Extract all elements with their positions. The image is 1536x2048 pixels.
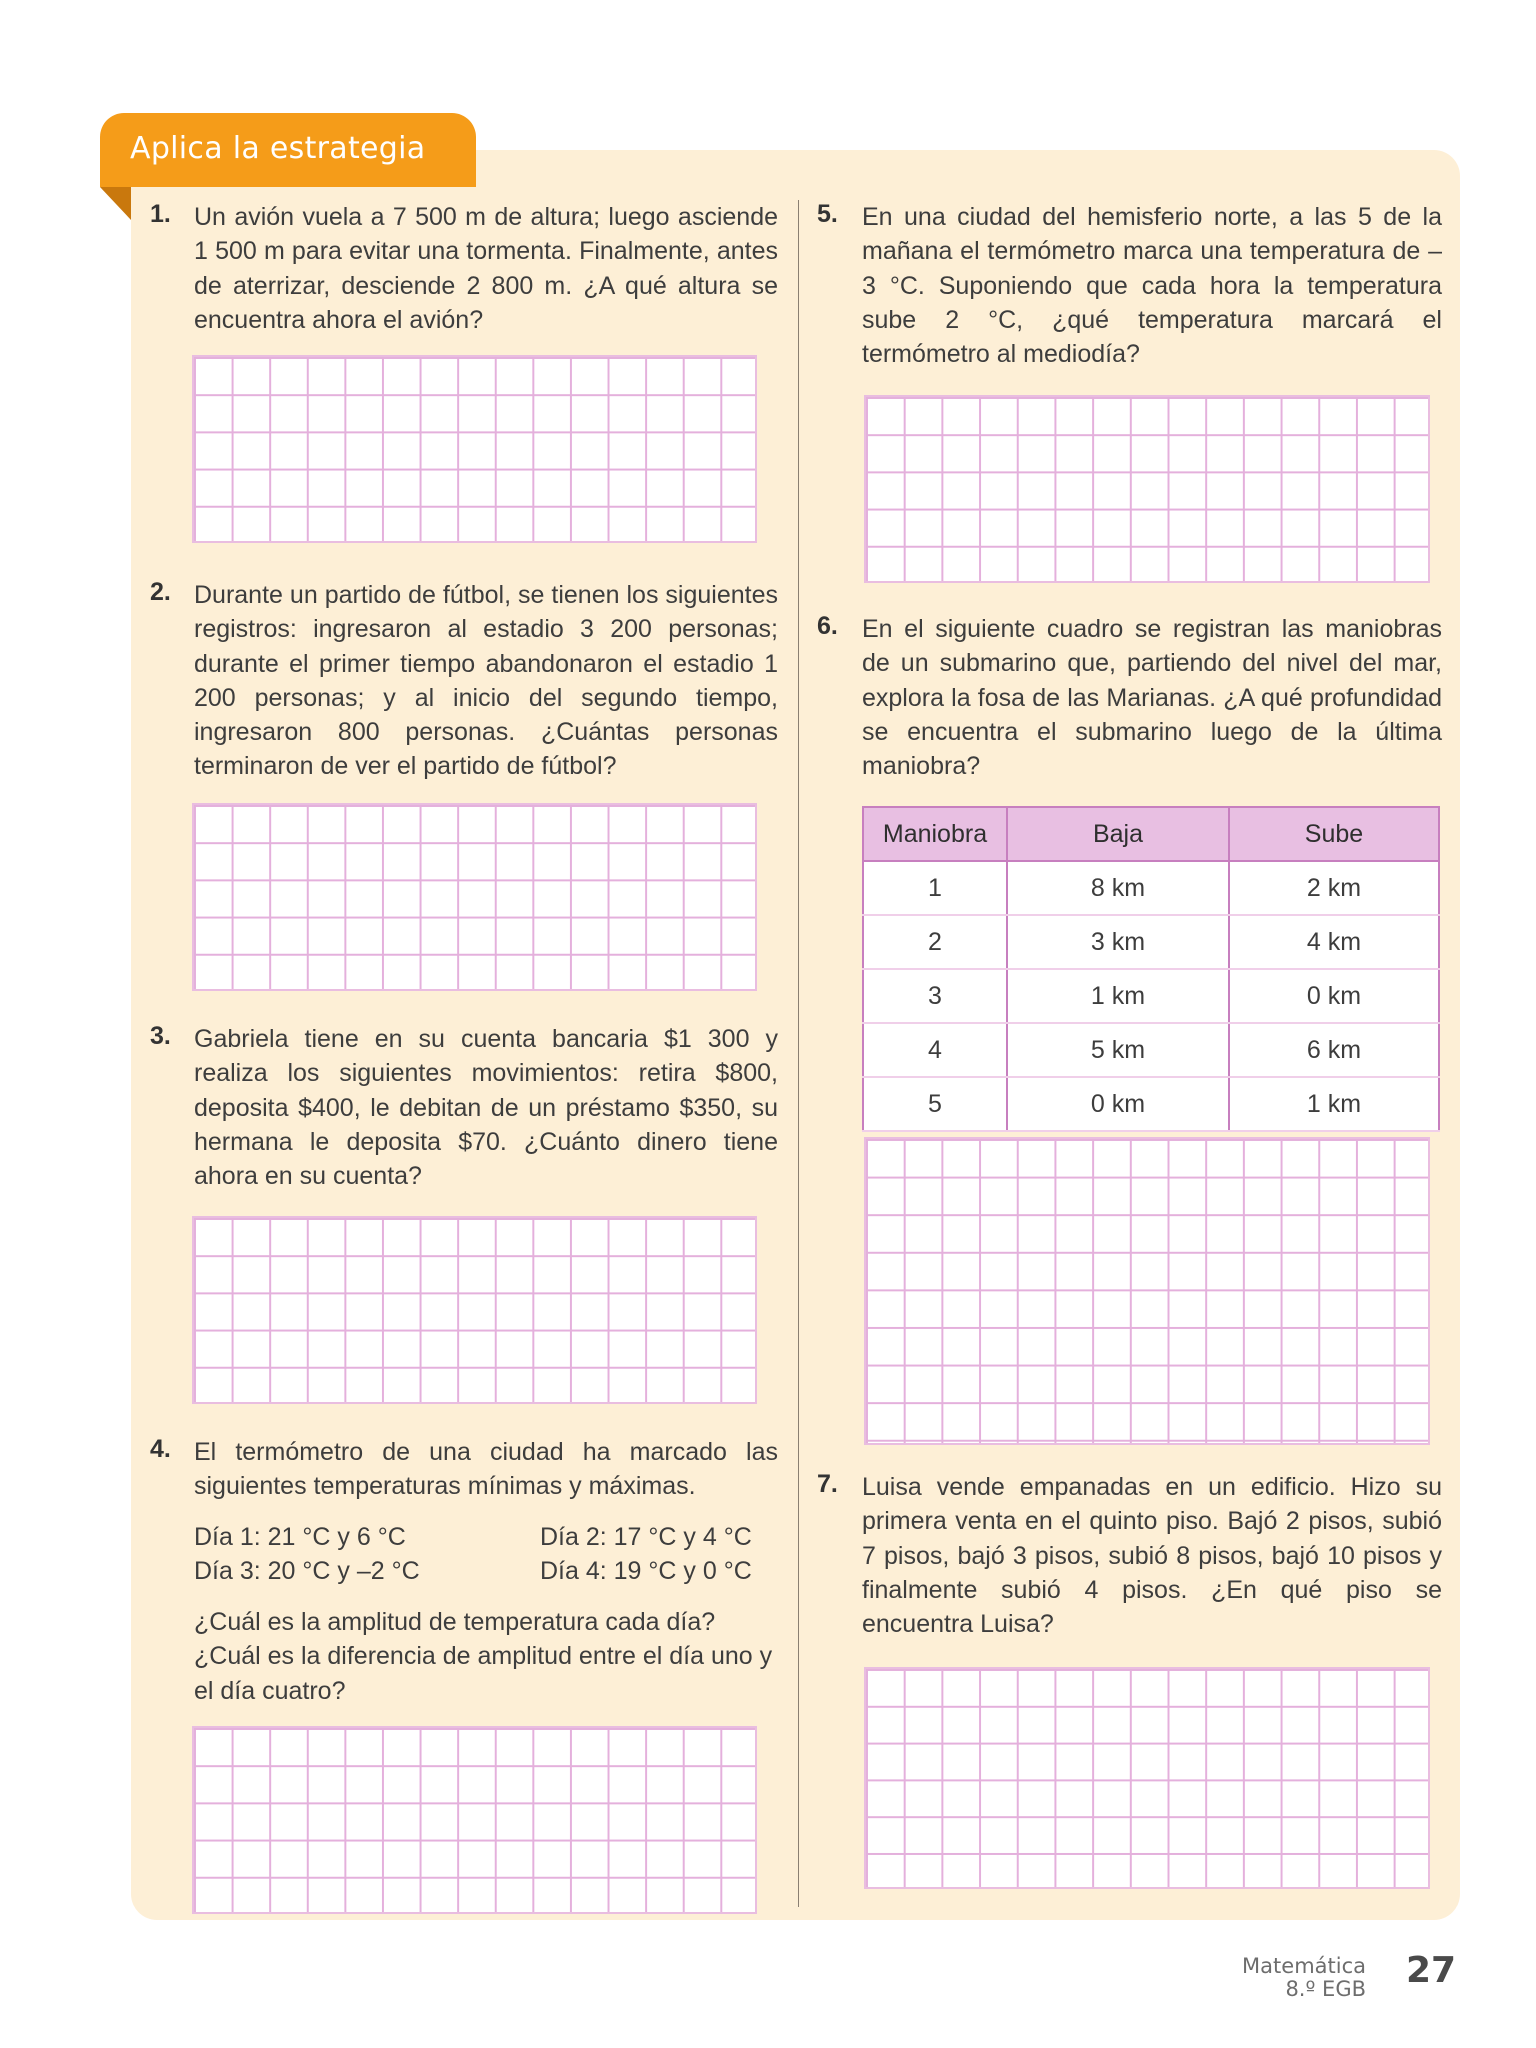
table-cell: 2 [863,915,1007,969]
table-cell: 0 km [1007,1077,1229,1131]
table-header-sube: Sube [1229,807,1439,861]
question-text: Durante un partido de fútbol, se tienen los siguientes registros: ingresaron al estadio 3 200 personas; durante el primer tiempo abandonaron el estadio 1 200 personas; y al inicio del segundo tiempo, ingresaron 800 personas. ¿Cuántas personas terminaron de ver el partido de fútbol? [194,581,778,781]
answer-grid[interactable] [192,1726,757,1914]
answer-grid[interactable] [864,1137,1430,1445]
table-header-row [863,807,1439,861]
table-cell: 2 km [1229,861,1439,915]
page-number: 27 [1406,1950,1457,1991]
question-number: 3. [150,1022,171,1050]
question-followup: ¿Cuál es la amplitud de temperatura cada día? ¿Cuál es la diferencia de amplitud entre el día uno y el día cuatro? [194,1608,773,1705]
question-number: 7. [817,1470,838,1498]
table-row [863,915,1439,969]
table-cell: 1 [863,861,1007,915]
question-text: Luisa vende empanadas en un edificio. Hizo su primera venta en el quinto piso. Bajó 2 pisos, subió 7 pisos, bajó 3 pisos, subió 8 pisos, bajó 10 pisos y finalmente subió 4 pisos. ¿En qué piso se encuentra Luisa? [862,1473,1442,1639]
table-cell: 3 [863,969,1007,1023]
answer-grid[interactable] [192,355,757,543]
subject-name: Matemática [1242,1954,1366,1978]
submarine-table [862,806,1440,1132]
question-number: 1. [150,200,171,228]
table-row [863,1077,1439,1131]
table-cell: 4 km [1229,915,1439,969]
table-cell: 5 km [1007,1023,1229,1077]
answer-grid[interactable] [192,803,757,991]
answer-grid[interactable] [192,1216,757,1404]
column-divider [798,200,799,1907]
answer-grid[interactable] [864,395,1430,583]
table-cell: 1 km [1007,969,1229,1023]
table-cell: 4 [863,1023,1007,1077]
temperature-day-4: Día 4: 19 °C y 0 °C [540,1557,752,1585]
table-row [863,969,1439,1023]
answer-grid[interactable] [864,1667,1430,1889]
table-cell: 0 km [1229,969,1439,1023]
table-cell: 5 [863,1077,1007,1131]
question-text: Un avión vuela a 7 500 m de altura; luego asciende 1 500 m para evitar una tormenta. Finalmente, antes de aterrizar, desciende 2 800 m. ¿A qué altura se encuentra ahora el avión? [194,203,778,334]
table-cell: 3 km [1007,915,1229,969]
table-cell: 1 km [1229,1077,1439,1131]
section-tab [100,113,476,187]
footer-subject [1242,1955,1366,2001]
grade-level: 8.º EGB [1285,1977,1366,2001]
table-header-maniobra: Maniobra [863,807,1007,861]
question-number: 5. [817,200,838,228]
temperature-day-1: Día 1: 21 °C y 6 °C [194,1523,406,1551]
table-row [863,861,1439,915]
temperature-day-2: Día 2: 17 °C y 4 °C [540,1523,752,1551]
tab-fold-decoration [100,187,131,220]
table-cell: 8 km [1007,861,1229,915]
temperature-day-3: Día 3: 20 °C y –2 °C [194,1557,420,1585]
table-header-baja: Baja [1007,807,1229,861]
question-number: 4. [150,1435,171,1463]
question-text: En el siguiente cuadro se registran las maniobras de un submarino que, partiendo del nivel del mar, explora la fosa de las Marianas. ¿A qué profundidad se encuentra el submarino luego de la última maniobra? [862,615,1442,781]
question-number: 2. [150,578,171,606]
question-text: En una ciudad del hemisferio norte, a las 5 de la mañana el termómetro marca una temperatura de –3 °C. Suponiendo que cada hora la temperatura sube 2 °C, ¿qué temperatura marcará el termómetro al mediodía? [862,203,1442,369]
question-number: 6. [817,612,838,640]
table-row [863,1023,1439,1077]
question-text: Gabriela tiene en su cuenta bancaria $1 300 y realiza los siguientes movimientos: retira $800, deposita $400, le debitan de un préstamo $350, su hermana le deposita $70. ¿Cuánto dinero tiene ahora en su cuenta? [194,1025,778,1191]
section-title: Aplica la estrategia [130,131,426,166]
question-text: El termómetro de una ciudad ha marcado las siguientes temperaturas mínimas y máximas. [194,1438,778,1501]
table-cell: 6 km [1229,1023,1439,1077]
